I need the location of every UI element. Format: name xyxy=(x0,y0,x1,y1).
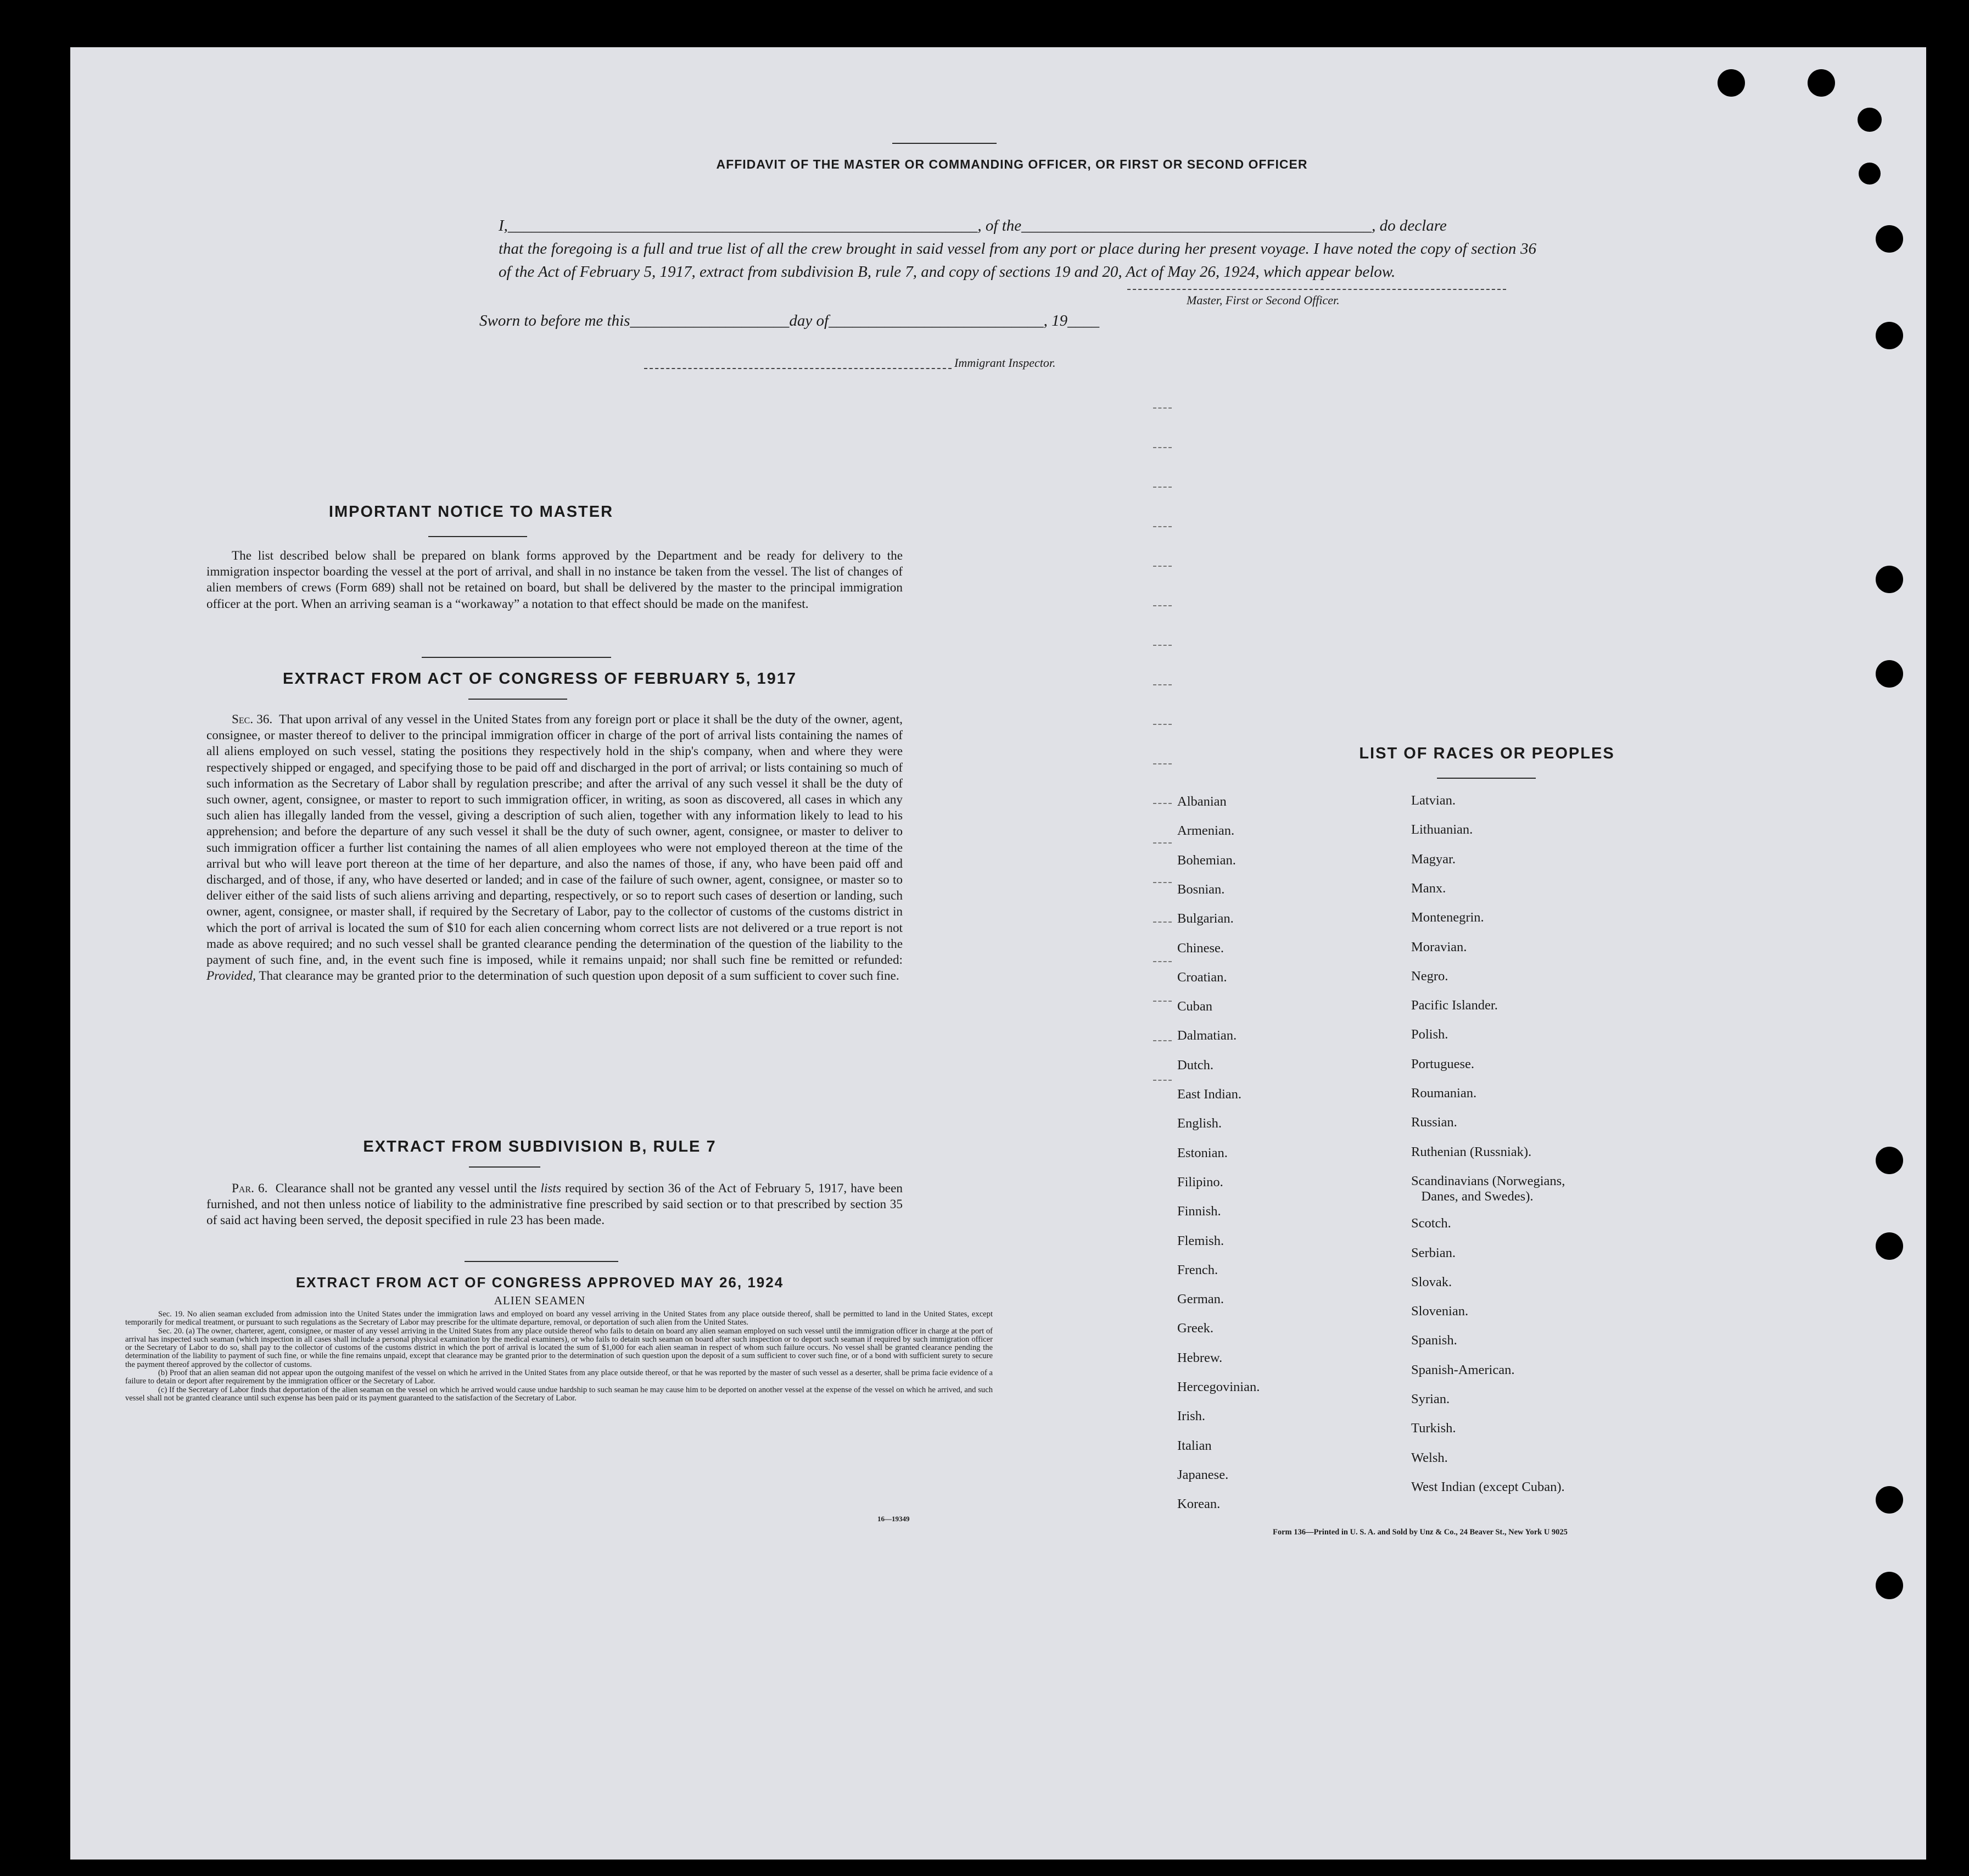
sec-36-body: That upon arrival of any vessel in the United States from any foreign port or place it shall be the duty of the owner, agent, consignee, or master thereof to deliver to the principal immigration officer in charge of the port of arrival lists containing the names of all aliens employed on such vessel, stating the positions they respectively hold in the ship's company, when and where they were respectively shipped or engaged, and specifying those to be paid off and discharged in the port of arrival; or lists containing so much of such information as the Secretary of Labor shall by regulation prescribe; and after the arrival of any such vessel it shall be the duty of such owner, agent, consignee, or master to report to such immigration officer, in writing, as soon as discovered, all cases in which any such alien has illegally landed from the vessel, giving a description of such alien, together with any information likely to lead to his apprehension; and before the departure of any such vessel it shall be the duty of such owner, agent, consignee, or master to deliver to such immigration officer a further list containing the names of all alien employees who were not employed thereon at the time of the arrival but who will leave port thereon at the time of her departure, and also the names of those, if any, who have been paid off and discharged, and of those, if any, who have deserted or landed; and in case of the failure of such owner, agent, consignee, or master so to deliver either of the said lists of such aliens arriving and departing, respectively, or so to report such cases of desertion or landing, such owner, agent, consignee, or master shall, if required by the Secretary of Labor, pay to the collector of customs of the customs district in which the port of arrival is located the sum of $10 for each alien concerning whom correct lists are not delivered or a true report is not made as above required; and no such vessel shall be granted clearance pending the determination of the question of the liability to the payment of such fine, and, in the event such fine is imposed, while it remains unpaid; nor shall such fine be remitted or refunded: xyxy=(206,712,903,968)
race-item: Chinese. xyxy=(1177,940,1224,956)
punch-hole xyxy=(1876,660,1903,688)
race-item: Armenian. xyxy=(1177,823,1235,839)
sec-19: Sec. 19. No alien seaman excluded from admission into the United States under the immigration laws and employed on board any vessel arriving in the United States from any place outside thereof, shall be permitted to land in the United States, except temporarily for medical treatment, or pursuant to such regulations as the Secretary of Labor may prescribe for the ultimate departure, removal, or deportation of such alien from the United States. xyxy=(125,1310,993,1327)
race-item: Bohemian. xyxy=(1177,852,1236,868)
par-6-lists: lists xyxy=(540,1181,561,1196)
print-code: 16—19349 xyxy=(877,1515,910,1523)
declaration-text: I,___________________________________________________________, of the____________________________________________, do declare that the foregoing is a full and true list of all the crew brought in said vessel from any port or place during her present voyage. I have noted the copy of section 36 of the Act of February 5, 1917, extract from subdivision B, rule 7, and copy of sections 19 and 20, Act of May 26, 1924, which appear below. xyxy=(499,217,1536,281)
form-footer: Form 136—Printed in U. S. A. and Sold by Unz & Co., 24 Beaver St., New York U 9025 xyxy=(1273,1528,1568,1537)
margin-dash xyxy=(1153,447,1172,448)
race-item: Scandinavians (Norwegians, Danes, and Swedes). xyxy=(1411,1173,1565,1204)
sec-20c: (c) If the Secretary of Labor finds that deportation of the alien seaman on the vessel on which he arrived would cause undue hardship to such seaman he may cause him to be deported on another vessel at the expense of the vessel on which he arrived, and such vessel shall not be granted clearance until such expense has been paid or its payment guaranteed to the satisfaction of the Secretary of Labor. xyxy=(125,1385,993,1403)
punch-hole xyxy=(1876,566,1903,593)
race-item: Roumanian. xyxy=(1411,1086,1477,1101)
race-item: Slovak. xyxy=(1411,1274,1452,1289)
inspector-signature-line xyxy=(644,368,952,369)
race-item: Greek. xyxy=(1177,1321,1213,1336)
race-item: West Indian (except Cuban). xyxy=(1411,1479,1565,1494)
margin-dash xyxy=(1153,526,1172,527)
race-item: Finnish. xyxy=(1177,1204,1221,1219)
extract-1917-title: EXTRACT FROM ACT OF CONGRESS OF FEBRUARY 5, 1917 xyxy=(282,670,797,688)
margin-dash xyxy=(1153,566,1172,567)
sec-36-label: Sec. 36. xyxy=(232,712,273,727)
punch-hole xyxy=(1876,1572,1903,1599)
margin-dash xyxy=(1153,724,1172,725)
margin-dash xyxy=(1153,961,1172,962)
race-item: Dalmatian. xyxy=(1177,1028,1237,1043)
margin-dash xyxy=(1153,1040,1172,1041)
sworn-line: Sworn to before me this____________________day of___________________________, 19____ xyxy=(479,312,1100,330)
race-item: Japanese. xyxy=(1177,1467,1229,1482)
section-divider xyxy=(422,657,611,658)
race-item: Polish. xyxy=(1411,1027,1448,1042)
race-item: Russian. xyxy=(1411,1115,1457,1130)
race-item: Flemish. xyxy=(1177,1233,1224,1248)
affidavit-title: AFFIDAVIT OF THE MASTER OR COMMANDING OFFICER, OR FIRST OR SECOND OFFICER xyxy=(716,157,1308,171)
punch-hole xyxy=(1876,1147,1903,1174)
punch-hole xyxy=(1859,163,1881,185)
race-item: Pacific Islander. xyxy=(1411,998,1498,1013)
par-6-text-a: Clearance shall not be granted any vessel until the xyxy=(275,1181,537,1196)
margin-dash xyxy=(1153,1001,1172,1002)
form-page xyxy=(70,47,1926,1860)
sec-20b: (b) Proof that an alien seaman did not appear upon the outgoing manifest of the vessel on which he arrived in the United States from any place outside thereof, or that he was reported by the master of such vessel as a deserter, shall be prima facie evidence of a failure to detain or deport after requirement by the immigration officer or the Secretary of Labor. xyxy=(125,1369,993,1386)
races-rule xyxy=(1437,778,1536,779)
par-6-text-b: required by section 36 of the Act of February 5, 1917, have been furnished, and not then unless notice of liability to the administrative fine prescribed by said section or to that prescribed by section 35 of said act having been served, the deposit specified in rule 23 has been made. xyxy=(206,1181,903,1228)
section-divider-2 xyxy=(465,1261,618,1262)
race-item: Bosnian. xyxy=(1177,881,1225,897)
proviso-label: Provided, xyxy=(206,969,256,984)
notice-title: IMPORTANT NOTICE TO MASTER xyxy=(328,503,614,521)
notice-text xyxy=(206,548,903,612)
proviso-text: That clearance may be granted prior to the determination of such question upon deposit of a sum sufficient to cover such fine. xyxy=(259,969,899,984)
races-title: LIST OF RACES OR PEOPLES xyxy=(1359,745,1615,762)
margin-dash xyxy=(1153,763,1172,764)
race-item: East Indian. xyxy=(1177,1087,1242,1102)
race-item: Italian xyxy=(1177,1438,1212,1453)
race-item: Slovenian. xyxy=(1411,1304,1469,1319)
margin-dash xyxy=(1153,1080,1172,1081)
race-item: Spanish-American. xyxy=(1411,1362,1515,1377)
margin-dash xyxy=(1153,803,1172,804)
race-item: Croatian. xyxy=(1177,969,1227,985)
race-item: Manx. xyxy=(1411,880,1446,896)
punch-hole xyxy=(1718,69,1745,97)
race-item: Portuguese. xyxy=(1411,1056,1474,1071)
race-item: Ruthenian (Russniak). xyxy=(1411,1144,1532,1159)
race-item: Cuban xyxy=(1177,999,1212,1014)
race-item: Albanian xyxy=(1177,794,1227,809)
race-item: Latvian. xyxy=(1411,793,1456,808)
rule-7-rule xyxy=(469,1166,540,1168)
race-item: Hercegovinian. xyxy=(1177,1380,1260,1394)
race-item: Estonian. xyxy=(1177,1145,1228,1160)
race-item: Lithuanian. xyxy=(1411,822,1473,838)
race-item: Irish. xyxy=(1177,1409,1206,1424)
race-item: Serbian. xyxy=(1411,1245,1456,1260)
rule-7-title: EXTRACT FROM SUBDIVISION B, RULE 7 xyxy=(363,1138,717,1155)
notice-rule xyxy=(428,536,527,537)
race-item: Turkish. xyxy=(1411,1421,1456,1436)
margin-dash xyxy=(1153,684,1172,685)
race-item: Korean. xyxy=(1177,1497,1221,1512)
master-signature-line xyxy=(1127,289,1506,290)
punch-hole xyxy=(1808,69,1835,97)
title-rule xyxy=(892,143,997,144)
margin-dash xyxy=(1153,605,1172,606)
race-item: Filipino. xyxy=(1177,1174,1223,1190)
race-item: Moravian. xyxy=(1411,939,1467,954)
master-signature-label: Master, First or Second Officer. xyxy=(1187,293,1340,307)
rule-7-text xyxy=(206,1181,903,1229)
par-6-label: Par. 6. xyxy=(232,1181,268,1196)
race-item: Magyar. xyxy=(1411,851,1456,867)
margin-dash xyxy=(1153,882,1172,883)
race-item: Dutch. xyxy=(1177,1057,1213,1073)
extract-1924-title: EXTRACT FROM ACT OF CONGRESS APPROVED MAY 26, 1924 xyxy=(295,1274,784,1291)
punch-hole xyxy=(1876,1232,1903,1260)
race-item: Negro. xyxy=(1411,968,1448,984)
race-item: Bulgarian. xyxy=(1177,911,1234,926)
sec-20a: Sec. 20. (a) The owner, charterer, agent, consignee, or master of any vessel arriving in the United States from any place outside thereof who fails to detain on board any alien seaman employed on such vessel until the immigration officer in charge at the port of arrival has inspected such seaman (which inspection in all cases shall include a personal physical examination by the medical examiners), or who fails to detain such seaman on board after such inspection or to deport such seaman if required by such immigration officer or the Secretary of Labor to do so, shall pay to the collector of customs of the customs district in which the port of arrival is located the sum of $1,000 for each alien seaman in respect of whom such failure occurs. No vessel shall be granted clearance pending the determination of the liability to payment of such fine, or while the fine remains unpaid, except that clearance may be granted prior to the determination of such question upon the deposit of a sum sufficient to cover such fine, or of a bond with sufficient surety to secure the payment thereof approved by the collector of customs. xyxy=(125,1326,993,1369)
race-item: Welsh. xyxy=(1411,1450,1448,1465)
punch-hole xyxy=(1876,1486,1903,1514)
race-item: Hebrew. xyxy=(1177,1350,1223,1365)
race-item: Syrian. xyxy=(1411,1392,1450,1406)
margin-dash xyxy=(1153,922,1172,923)
punch-hole xyxy=(1876,225,1903,253)
margin-dash xyxy=(1153,842,1172,844)
margin-dash xyxy=(1153,487,1172,488)
notice-paragraph: The list described below shall be prepared on blank forms approved by the Department and be ready for delivery to the immigration inspector boarding the vessel at the port of arrival, and shall in no instance be taken from the vessel. The list of changes of alien members of crews (Form 689) shall not be retained on board, but shall be delivered by the master to the principal immigration officer at the port. When an arriving seaman is a “workaway” a notation to that effect should be made on the manifest. xyxy=(206,549,903,611)
punch-hole xyxy=(1858,108,1882,132)
race-item: French. xyxy=(1177,1262,1218,1277)
alien-seamen-subtitle: ALIEN SEAMEN xyxy=(494,1294,586,1307)
extract-1917-text xyxy=(206,712,903,984)
race-item: Montenegrin. xyxy=(1411,910,1484,925)
race-item: Scotch. xyxy=(1411,1216,1451,1231)
inspector-label: Immigrant Inspector. xyxy=(954,356,1056,370)
race-item: German. xyxy=(1177,1292,1224,1307)
margin-dash xyxy=(1153,645,1172,646)
extract-1917-rule xyxy=(468,699,567,700)
punch-hole xyxy=(1876,322,1903,349)
extract-1924-text xyxy=(125,1310,993,1403)
race-item: Spanish. xyxy=(1411,1333,1457,1348)
margin-dash xyxy=(1153,407,1172,409)
race-item: English. xyxy=(1177,1116,1222,1131)
